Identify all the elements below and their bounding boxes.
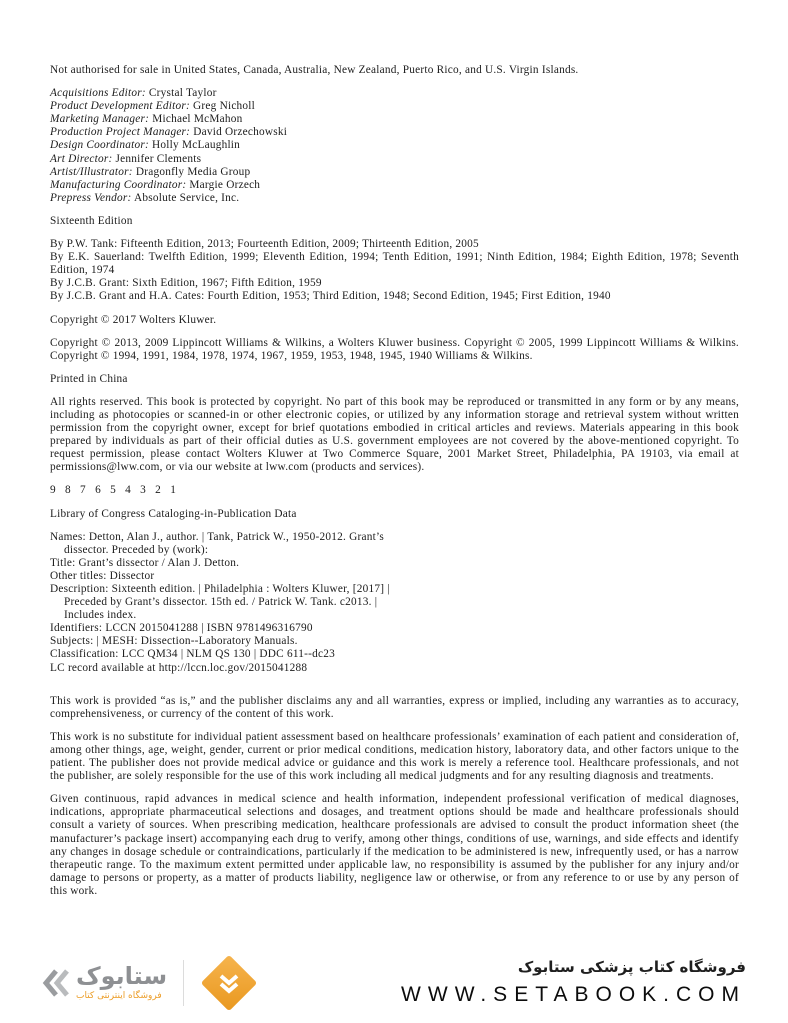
edition-history-line: By J.C.B. Grant and H.A. Cates: Fourth Edition, 1953; Third Edition, 1948; Second Edition, 1945; First Edition, 1940 bbox=[50, 290, 611, 303]
disclaimer-patient-assessment: This work is no substitute for individual patient assessment based on healthcare professionals’ examination of each patient and consideration of, among other things, age, weight, gender, current or prior medical conditions, medication history, laboratory data, and other factors unique to the patient. The publisher does not provide medical advice or guidance and this work is merely a reference tool. Healthcare professionals, and not the publisher, are solely responsible for the use of this work including all medical judgments and for any resulting diagnosis and treatments. bbox=[50, 730, 739, 783]
website-url: WWW.SETABOOK.COM bbox=[401, 982, 746, 1006]
cip-line: Preceded by Grant’s dissector. 15th ed. / Patrick W. Tank. c2013. | bbox=[64, 596, 378, 609]
disclaimer-as-is: This work is provided “as is,” and the publisher disclaims any and all warranties, express or implied, including any warranties as to accuracy, comprehensiveness, or currency of the content of this work. bbox=[50, 694, 739, 720]
credit-line bbox=[50, 179, 739, 192]
cip-line: Other titles: Dissector bbox=[50, 569, 155, 582]
edition-history-line: By E.K. Sauerland: Twelfth Edition, 1999; Eleventh Edition, 1994; Tenth Edition, 1991; Ninth Edition, 1984; Eighth Edition, 1978; Seventh Edition, 1974 bbox=[50, 251, 739, 277]
credit-line bbox=[50, 153, 739, 166]
loc-cip-heading: Library of Congress Cataloging-in-Publication Data bbox=[50, 507, 297, 520]
loc-cip-data bbox=[50, 531, 739, 675]
credit-label: Design Coordinator: bbox=[50, 139, 149, 152]
credit-value: Crystal Taylor bbox=[148, 87, 217, 100]
edition-label: Sixteenth Edition bbox=[50, 214, 133, 227]
cip-line: Classification: LCC QM34 | NLM QS 130 | DDC 611--dc23 bbox=[50, 648, 336, 661]
copyright-current: Copyright © 2017 Wolters Kluwer. bbox=[50, 313, 217, 326]
cip-line: Includes index. bbox=[64, 609, 137, 622]
double-chevron-left-icon bbox=[40, 966, 70, 1000]
credit-label: Product Development Editor: bbox=[50, 100, 190, 113]
logo-text-group bbox=[76, 964, 167, 1002]
credit-value: Michael McMahon bbox=[152, 113, 243, 126]
credit-line bbox=[50, 126, 739, 139]
cip-line: Names: Detton, Alan J., author. | Tank, Patrick W., 1950-2012. Grant’s bbox=[50, 530, 384, 543]
cip-line: LC record available at http://lccn.loc.gov/2015041288 bbox=[50, 661, 308, 674]
diamond-logo-icon bbox=[200, 954, 258, 1012]
credit-label: Art Director: bbox=[50, 152, 113, 165]
credit-value: Holly McLaughlin bbox=[152, 139, 241, 152]
credit-label: Acquisitions Editor: bbox=[50, 87, 146, 100]
credit-value: Absolute Service, Inc. bbox=[133, 191, 240, 204]
cip-line: dissector. Preceded by (work): bbox=[64, 543, 209, 556]
credit-value: David Orzechowski bbox=[193, 126, 288, 139]
credit-line bbox=[50, 139, 739, 152]
credit-value: Jennifer Clements bbox=[115, 152, 202, 165]
credit-line bbox=[50, 113, 739, 126]
cip-line: Description: Sixteenth edition. | Philadelphia : Wolters Kluwer, [2017] | bbox=[50, 583, 390, 595]
cip-line: Title: Grant’s dissector / Alan J. Detton. bbox=[50, 556, 240, 569]
rights-paragraph: All rights reserved. This book is protected by copyright. No part of this book may be reproduced or transmitted in any form or by any means, including as photocopies or scanned-in or other electronic copies, or utilized by any information storage and retrieval system without written permission from the copyright owner, except for brief quotations embodied in critical articles and reviews. Materials appearing in this book prepared by individuals as part of their official duties as U.S. government employees are not covered by the above-mentioned copyright. To request permission, please contact Wolters Kluwer at Two Commerce Square, 2001 Market Street, Philadelphia, PA 19103, via email at permissions@lww.com, or via our website at lww.com (products and services). bbox=[50, 395, 739, 474]
logo-wordmark: ستابوک bbox=[76, 962, 168, 991]
credit-line bbox=[50, 166, 739, 179]
disclaimer-medical-advances: Given continuous, rapid advances in medical science and health information, independent professional verification of medical diagnoses, indications, appropriate pharmaceutical selections and dosages, and treatment options should be made and healthcare professionals should consult a variety of sources. When prescribing medication, healthcare professionals are advised to consult the product information sheet (the manufacturer’s package insert) accompanying each drug to verify, among other things, conditions of use, warnings, and side effects and identify any changes in dosage schedule or contraindications, particularly if the medication to be administered is new, infrequently used, or has a narrow therapeutic range. To the maximum extent permitted under applicable law, no responsibility is assumed by the publisher for any injury and/or damage to persons or property, as a matter of products liability, negligence law or otherwise, or from any reference to or use by any person of this work. bbox=[50, 793, 739, 897]
footer-right-group bbox=[401, 959, 746, 1007]
edition-history bbox=[50, 238, 739, 303]
sale-restriction-note: Not authorised for sale in United States, Canada, Australia, New Zealand, Puerto Rico, and U.S. Virgin Islands. bbox=[50, 64, 579, 76]
footer-banner bbox=[0, 947, 788, 1023]
copyright-prior: Copyright © 2013, 2009 Lippincott Williams & Wilkins, a Wolters Kluwer business. Copyright © 2005, 1999 Lippincott Williams & Wilkins. Copyright © 1994, 1991, 1984, 1978, 1974, 1967, 1959, 1953, 1948, 1945, 1940 Williams & Wilkins. bbox=[50, 336, 739, 362]
credit-label: Prepress Vendor: bbox=[50, 191, 132, 204]
credit-label: Marketing Manager: bbox=[50, 113, 150, 126]
credit-line bbox=[50, 192, 739, 205]
footer-divider bbox=[183, 960, 184, 1006]
credit-label: Manufacturing Coordinator: bbox=[50, 178, 187, 191]
footer-left-group bbox=[40, 954, 258, 1012]
credit-label: Artist/Illustrator: bbox=[50, 165, 133, 178]
credit-label: Production Project Manager: bbox=[50, 126, 191, 139]
credit-value: Greg Nicholl bbox=[193, 100, 256, 113]
diamond-shape bbox=[201, 955, 258, 1012]
cip-line: Identifiers: LCCN 2015041288 | ISBN 9781496316790 bbox=[50, 622, 313, 635]
edition-history-line: By P.W. Tank: Fifteenth Edition, 2013; Fourteenth Edition, 2009; Thirteenth Edition, 2005 bbox=[50, 238, 479, 251]
logo-subtitle: فروشگاه اینترنتی کتاب bbox=[76, 991, 162, 1002]
staff-credits bbox=[50, 87, 739, 205]
setabook-logo bbox=[40, 964, 167, 1002]
credit-line bbox=[50, 87, 739, 100]
credit-value: Dragonfly Media Group bbox=[135, 165, 251, 178]
credit-line bbox=[50, 100, 739, 113]
store-title-persian: فروشگاه کتاب پزشکی ستابوک bbox=[517, 958, 746, 977]
credit-value: Margie Orzech bbox=[189, 178, 261, 191]
printing-sequence: 9 8 7 6 5 4 3 2 1 bbox=[50, 484, 177, 497]
cip-line: Subjects: | MESH: Dissection--Laboratory Manuals. bbox=[50, 635, 298, 648]
printed-in: Printed in China bbox=[50, 372, 128, 385]
edition-history-line: By J.C.B. Grant: Sixth Edition, 1967; Fifth Edition, 1959 bbox=[50, 277, 322, 290]
